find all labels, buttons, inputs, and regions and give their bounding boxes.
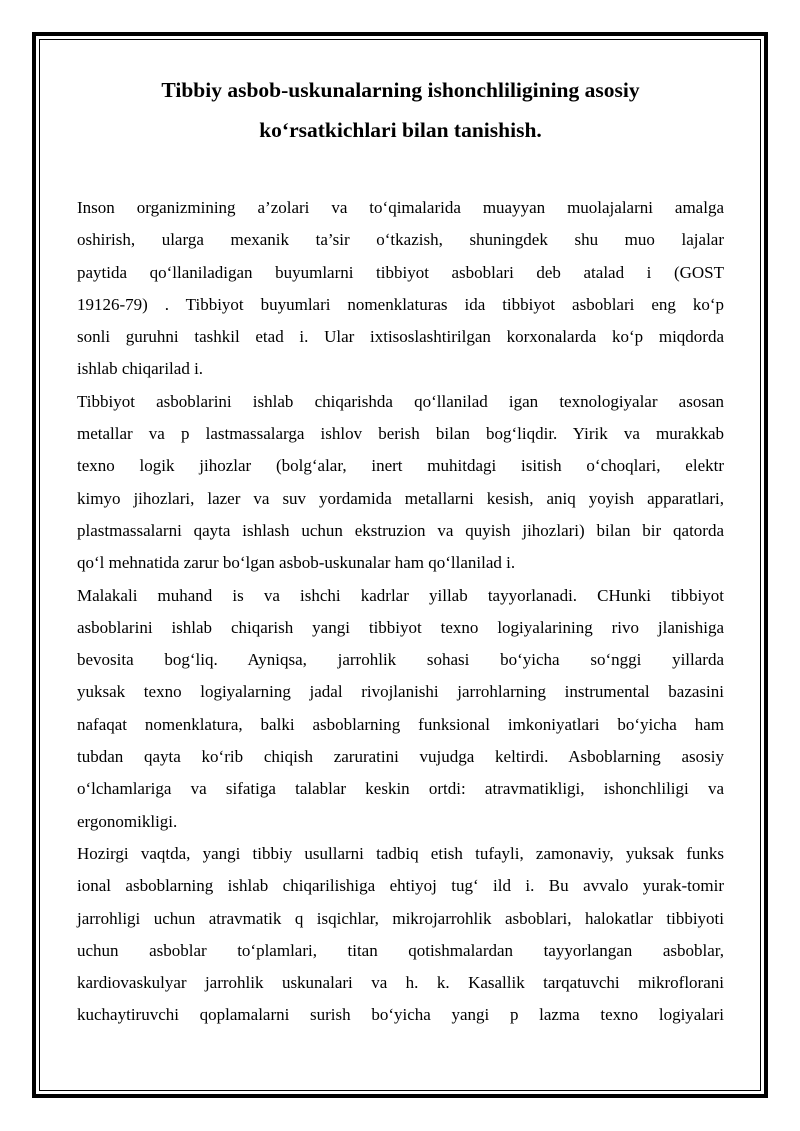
text-line: Hozirgi vaqtda, yangi tibbiy usullarni tadbiq etish tufayli, zamonaviy, yuksak funks (77, 843, 724, 863)
paragraph (77, 192, 724, 386)
text-line: yuksak texno logiyalarning jadal rivojlanishi jarrohlarning instrumental bazasini (77, 682, 724, 702)
text-line: Tibbiyot asboblarini ishlab chiqarishda qo‘llanilad igan texnologiyalar asosan (77, 391, 724, 411)
body-text (77, 192, 724, 1032)
text-line: 19126-79) . Tibbiyot buyumlari nomenklaturas ida tibbiyot asboblari eng ko‘p (77, 294, 724, 314)
text-line: kardiovaskulyar jarrohlik uskunalari va h. k. Kasallik tarqatuvchi mikroflorani (77, 973, 724, 993)
text-line: sonli guruhni tashkil etad i. Ular ixtisoslashtirilgan korxonalarda ko‘p miqdorda (77, 327, 724, 347)
text-line: tubdan qayta ko‘rib chiqish zaruratini vujudga keltirdi. Asboblarning asosiy (77, 747, 724, 767)
text-line: Inson organizmining a’zolari va to‘qimalarida muayyan muolajalarni amalga (77, 198, 724, 217)
text-line: Malakali muhand is va ishchi kadrlar yillab tayyorlanadi. CHunki tibbiyot (77, 585, 724, 605)
text-line: plastmassalarni qayta ishlash uchun ekstruzion va quyish jihozlari) bilan bir qatorda (77, 520, 724, 540)
text-line: ional asboblarning ishlab chiqarilishiga ehtiyoj tug‘ ild i. Bu avvalo yurak-tomir (77, 876, 724, 896)
text-line: jarrohligi uchun atravmatik q isqichlar, mikrojarrohlik asboblari, halokatlar tibbiyoti (77, 908, 724, 928)
text-line: uchun asboblar to‘plamlari, titan qotishmalardan tayyorlangan asboblar, (77, 940, 724, 960)
paragraph (77, 580, 724, 838)
document-title (77, 70, 724, 150)
text-line: metallar va p lastmassalarga ishlov berish bilan bog‘liqdir. Yirik va murakkab (77, 424, 724, 444)
text-line: asboblarini ishlab chiqarish yangi tibbiyot texno logiyalarining rivo jlanishiga (77, 617, 724, 637)
text-line: bevosita bog‘liq. Ayniqsa, jarrohlik sohasi bo‘yicha so‘nggi yillarda (77, 650, 724, 670)
paragraph (77, 386, 724, 580)
text-line: paytida qo‘llaniladigan buyumlarni tibbiyot asboblari deb atalad i (GOST (77, 262, 724, 282)
paragraph (77, 838, 724, 1032)
page-content (77, 70, 724, 1032)
text-line: kimyo jihozlari, lazer va suv yordamida metallarni kesish, aniq yoyish apparatlari, (77, 488, 724, 508)
text-line: texno logik jihozlar (bolg‘alar, inert muhitdagi isitish o‘choqlari, elektr (77, 456, 724, 476)
text-line: oshirish, ularga mexanik ta’sir o‘tkazish, shuningdek shu muo lajalar (77, 230, 724, 250)
text-line: ishlab chiqarilad i. (77, 359, 204, 379)
text-line: o‘lchamlariga va sifatiga talablar keskin ortdi: atravmatikligi, ishonchliligi va (77, 779, 724, 799)
text-line: ergonomikligi. (77, 811, 178, 831)
title-line: ko‘rsatkichlari bilan tanishish. (259, 118, 542, 142)
text-line: qo‘l mehnatida zarur bo‘lgan asbob-uskunalar ham qo‘llanilad i. (77, 553, 516, 573)
title-line: Tibbiy asbob-uskunalarning ishonchliligining asosiy (161, 78, 640, 102)
text-line: kuchaytiruvchi qoplamalarni surish bo‘yicha yangi p lazma texno logiyalari (77, 1005, 724, 1025)
text-line: nafaqat nomenklatura, balki asboblarning funksional imkoniyatlari bo‘yicha ham (77, 714, 724, 734)
